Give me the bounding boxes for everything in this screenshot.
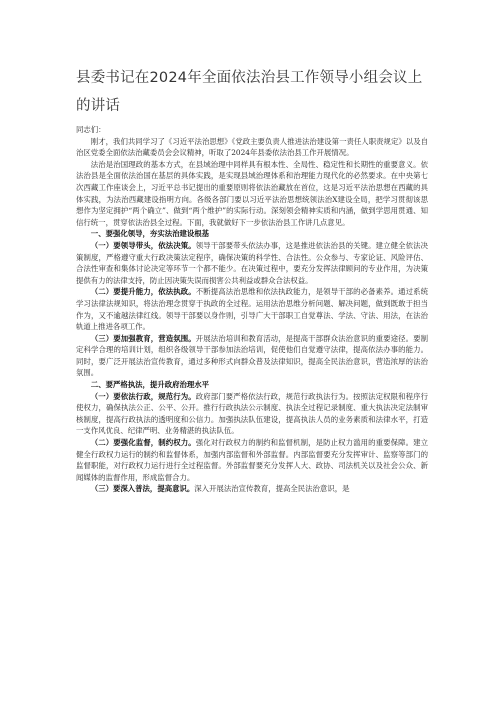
paragraph	[76, 483, 428, 495]
paragraph-text: 开展法治培训和教育活动，是提高干部群众法治意识的重要途径。要制定科学合理的培训计划，组织各级领导干部参加法治培训，促使他们自觉遵守法律，提高依法办事的能力。同时，要广泛开展法治宣传教育，通过多种形式向群众普及法律知识，提高全民法治意识，营造浓厚的法治氛围。	[76, 333, 428, 378]
subsection-heading: （三）要深入普法，提高意识。	[90, 484, 195, 494]
subsection-heading: （二）要强化监督，制约权力。	[90, 438, 196, 448]
subsection-heading: （一）要领导带头，依法决策。	[90, 240, 196, 250]
paragraph	[76, 333, 428, 379]
subsection-heading: （一）要依法行政，规范行为。	[90, 391, 196, 401]
subsection-heading: （二）要提升能力，依法执政。	[90, 287, 196, 297]
paragraph-text: 不断提高法治思维和依法执政能力，是领导干部的必备素养。通过系统学习法律法规知识，将法治理念贯穿于执政的全过程。运用法治思维分析问题、解决问题，做到既敢于担当作为，又不逾越法律红线。领导干部要以身作则，引导广大干部职工自觉尊法、学法、守法、用法，在法治轨道上推进各项工作。	[76, 287, 428, 332]
paragraph-text: 政府部门要严格依法行政，规范行政执法行为。按照法定权限和程序行使权力，确保执法公正、公平、公开。推行行政执法公示制度、执法全过程记录制度、重大执法决定法制审核制度，提高行政执法的透明度和公信力。加强执法队伍建设，提高执法人员的业务素质和法律水平，打造一支作风优良、纪律严明、业务精湛的执法队伍。	[76, 391, 428, 436]
paragraph-text: 深入开展法治宣传教育，提高全民法治意识，是	[194, 484, 350, 494]
subsection-heading: （三）要加强教育，营造氛围。	[90, 333, 196, 343]
section-heading: 二、要严格执法，提升政府治理水平	[90, 380, 210, 390]
paragraph	[76, 391, 428, 437]
paragraph-text: 领导干部要带头依法办事，这是推进依法治县的关键。建立健全依法决策制度，严格遵守重大行政决策法定程序，确保决策的科学性、合法性。公众参与、专家论证、风险评估、合法性审查和集体讨论决定等环节一个都不能少。在决策过程中，要充分发挥法律顾问的专业作用，为决策提供有力的法律支持，防止因决策失误而损害公共利益或群众合法权益。	[76, 240, 428, 285]
paragraph	[76, 437, 428, 483]
paragraph: 法治是治国理政的基本方式，在县域治理中同样具有根本性、全局性、稳定性和长期性的重要意义。依法治县是全面依法治国在基层的具体实践，是实现县域治理体系和治理能力现代化的必然要求。在中央第七次西藏工作座谈会上，习近平总书记提出的重要原则将依法治藏放在首位，这是习近平法治思想在西藏的具体实践，为法治西藏建设指明方向。各级各部门要以习近平法治思想统领法治X建设全局，把学习贯彻该思想作为坚定拥护“两个确立”、做到“两个维护”的实际行动。深刻领会精神实质和内涵，做到学思用贯通、知信行统一，贯穿依法治县全过程。下面，我就做好下一步依法治县工作讲几点意见。	[76, 159, 428, 227]
page-title: 县委书记在2024年全面依法治县工作领导小组会议上的讲话	[76, 70, 423, 114]
paragraph	[76, 286, 428, 332]
section-heading: 一、要强化领导，夯实法治建设根基	[90, 229, 210, 239]
paragraph: 刚才，我们共同学习了《习近平法治思想》《党政主要负责人推进法治建设第一责任人职责规定》以及自治区党委全面依法治藏委员会会议精神，听取了2024年县委依法治县工作开展情况。	[76, 136, 428, 158]
document-body	[76, 124, 428, 495]
paragraph	[76, 240, 428, 286]
paragraph-text: 强化对行政权力的制约和监督机制，是防止权力滥用的重要保障。建立健全行政权力运行的制约和监督体系，加强内部监督和外部监督。内部监督要充分发挥审计、监察等部门的监督职能，对行政权力运行进行全过程监督。外部监督要充分发挥人大、政协、司法机关以及社会公众、新闻媒体的监督作用，形成监督合力。	[76, 438, 428, 482]
salutation: 同志们：	[76, 125, 106, 134]
